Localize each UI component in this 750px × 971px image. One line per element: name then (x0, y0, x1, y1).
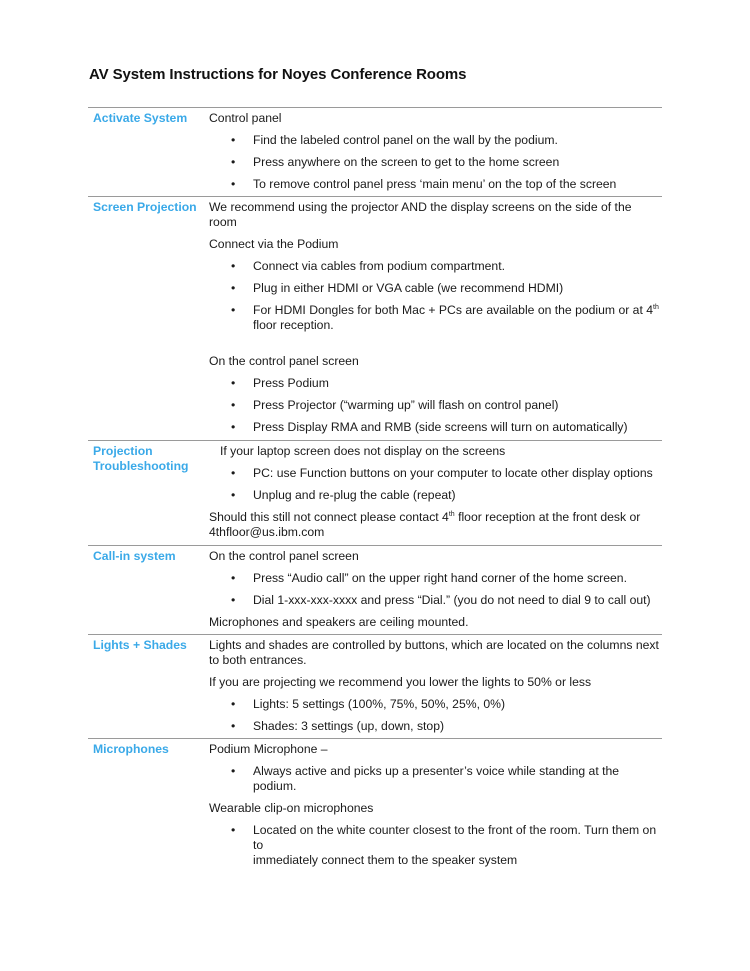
section-content (206, 635, 662, 739)
section-intro: We recommend using the projector AND the display screens on the side of the room (209, 200, 632, 229)
list-item: • Press “Audio call” on the upper right hand corner of the home screen. (231, 571, 627, 585)
bullet-icon: • (231, 823, 236, 837)
section-content (206, 546, 662, 635)
bullet-icon: • (231, 281, 236, 295)
section-projection-troubleshooting (88, 441, 662, 546)
section-subheading: Connect via the Podium (209, 237, 339, 251)
section-content (206, 108, 662, 197)
bullet-icon: • (231, 303, 236, 317)
section-subheading: Wearable clip-on microphones (209, 801, 374, 815)
list-item: • Unplug and re-plug the cable (repeat) (231, 488, 456, 502)
section-subheading: On the control panel screen (209, 354, 359, 368)
list-item: • Dial 1-xxx-xxx-xxxx and press “Dial.” (you do not need to dial 9 to call out) (231, 593, 651, 607)
bullet-icon: • (231, 719, 236, 733)
bullet-icon: • (231, 764, 236, 778)
bullet-list (209, 571, 662, 608)
bullet-icon: • (231, 488, 236, 502)
list-item: • PC: use Function buttons on your computer to locate other display options (231, 466, 653, 480)
bullet-icon: • (231, 593, 236, 607)
bullet-icon: • (231, 697, 236, 711)
list-item: • Press anywhere on the screen to get to the home screen (231, 155, 560, 169)
bullet-icon: • (231, 571, 236, 585)
bullet-icon: • (231, 420, 236, 434)
bullet-icon: • (231, 177, 236, 191)
list-item: • Shades: 3 settings (up, down, stop) (231, 719, 445, 733)
list-item: • Connect via cables from podium compartment. (231, 259, 505, 273)
bullet-icon: • (231, 133, 236, 147)
list-item: • Lights: 5 settings (100%, 75%, 50%, 25%, 0%) (231, 697, 506, 711)
section-subheading: If you are projecting we recommend you lower the lights to 50% or less (209, 675, 592, 689)
section-content (206, 441, 662, 546)
section-label: Screen Projection (88, 197, 206, 441)
section-microphones (88, 739, 662, 876)
bullet-icon: • (231, 466, 236, 480)
list-item: • For HDMI Dongles for both Mac + PCs are available on the podium or at 4th floor reception. (231, 303, 659, 332)
section-note: Should this still not connect please contact 4th floor reception at the front desk or 4thfloor@us.ibm.com (209, 510, 641, 539)
bullet-icon: • (231, 259, 236, 273)
bullet-list (209, 376, 662, 435)
section-content (206, 197, 662, 441)
instructions-table (88, 107, 662, 875)
section-intro: On the control panel screen (209, 549, 359, 563)
list-item: • Plug in either HDMI or VGA cable (we recommend HDMI) (231, 281, 564, 295)
section-screen-projection (88, 197, 662, 441)
section-call-in-system (88, 546, 662, 635)
list-item: • To remove control panel press ‘main menu’ on the top of the screen (231, 177, 617, 191)
page-title: AV System Instructions for Noyes Conference Rooms (89, 66, 467, 83)
section-intro: Podium Microphone – (209, 742, 328, 756)
bullet-icon: • (231, 155, 236, 169)
list-item: • Press Projector (“warming up” will flash on control panel) (231, 398, 559, 412)
bullet-list (209, 259, 662, 333)
section-intro: Lights and shades are controlled by buttons, which are located on the columns next to both entrances. (209, 638, 659, 667)
section-intro: If your laptop screen does not display on the screens (220, 444, 506, 458)
email-text: 4thfloor@us.ibm.com (209, 525, 325, 539)
bullet-list (209, 764, 662, 794)
list-item: • Press Podium (231, 376, 329, 390)
section-intro: Control panel (209, 111, 282, 125)
bullet-list (209, 466, 662, 503)
bullet-icon: • (231, 376, 236, 390)
section-label: Lights + Shades (88, 635, 206, 739)
section-label: Activate System (88, 108, 206, 197)
bullet-list (209, 133, 662, 192)
section-content (206, 739, 662, 876)
list-item: • Press Display RMA and RMB (side screens will turn on automatically) (231, 420, 628, 434)
bullet-icon: • (231, 398, 236, 412)
list-item: • Always active and picks up a presenter’s voice while standing at the podium. (231, 764, 620, 793)
list-item: • Located on the white counter closest to the front of the room. Turn them on to immediately connect them to the speaker system (231, 823, 657, 867)
section-label: Call-in system (88, 546, 206, 635)
section-note: Microphones and speakers are ceiling mounted. (209, 615, 469, 629)
bullet-list (209, 697, 662, 734)
section-lights-shades (88, 635, 662, 739)
section-label: Projection Troubleshooting (88, 441, 206, 546)
list-item: • Find the labeled control panel on the wall by the podium. (231, 133, 558, 147)
section-label: Microphones (88, 739, 206, 876)
bullet-list (209, 823, 662, 868)
section-activate-system (88, 108, 662, 197)
